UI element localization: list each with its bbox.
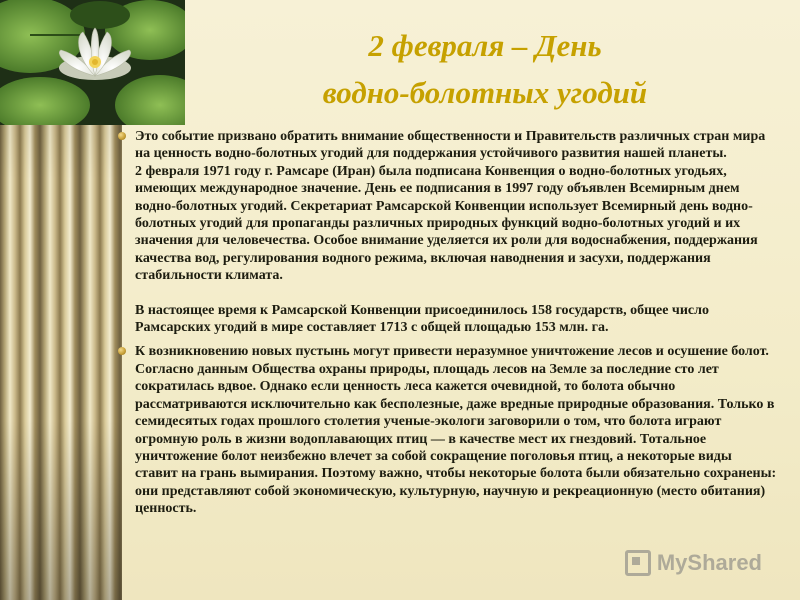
bullet-icon <box>118 132 126 140</box>
title-line-1: 2 февраля – День <box>368 28 602 63</box>
page-title <box>190 22 780 116</box>
water-lily-icon <box>0 0 185 125</box>
list-item <box>118 343 778 517</box>
paragraph: 2 февраля 1971 году г. Рамсаре (Иран) была подписана Конвенция о водно-болотных угодьях, имеющих международное значение. День ее подписания в 1997 году объявлен Всемирным днем водно-болотных угодий. Секретариат Рамсарской Конвенции использует Всемирный день водно-болотных угодий для пропаганды различных природных функций водно-болотных угодий и их значения для человечества. Особое внимание уделяется их роли для водоснабжения, поддержания качества вод, регулирования водного режима, включая наводнения и засухи, поддержания стабильности климата. <box>135 163 758 284</box>
paragraph: К возникновению новых пустынь могут привести неразумное уничтожение лесов и осушение болот. Согласно данным Общества охраны природы, площадь лесов на Земле за последние сто лет сократилась вдвое. Однако если ценность леса кажется очевидной, то болота обычно рассматриваются исключительно как бесполезные, даже вредные природные образования. Только в семидесятых годах прошлого столетия ученые-экологи заговорили о том, что болота играют огромную роль в жизни водоплавающих птиц — в качестве мест их гнездовий. Тотальное уничтожение болот неизбежно влечет за собой сокращение поголовья птиц, а некоторые виды ставит на грань вымирания. Поэтому важно, чтобы некоторые болота были обязательно сохранены: они представляют собой экономическую, культурную, научную и рекреационную (место обитания) ценность. <box>135 344 777 517</box>
bullet-icon <box>118 347 126 355</box>
water-lily-photo <box>0 0 185 125</box>
list-item <box>118 128 778 336</box>
slide-content <box>118 128 778 518</box>
watermark-text: MyShared <box>656 550 762 575</box>
title-line-2: водно-болотных угодий <box>322 75 648 110</box>
paragraph: В настоящее время к Рамсарской Конвенции присоединилось 158 государств, общее число Рамсарских угодий в мире составляет 1713 с общей площадью 153 млн. га. <box>135 302 709 336</box>
paragraph: Это событие призвано обратить внимание общественности и Правительств различных стран мира на ценность водно-болотных угодий для поддержания устойчивого развития нашей планеты. <box>135 129 766 162</box>
